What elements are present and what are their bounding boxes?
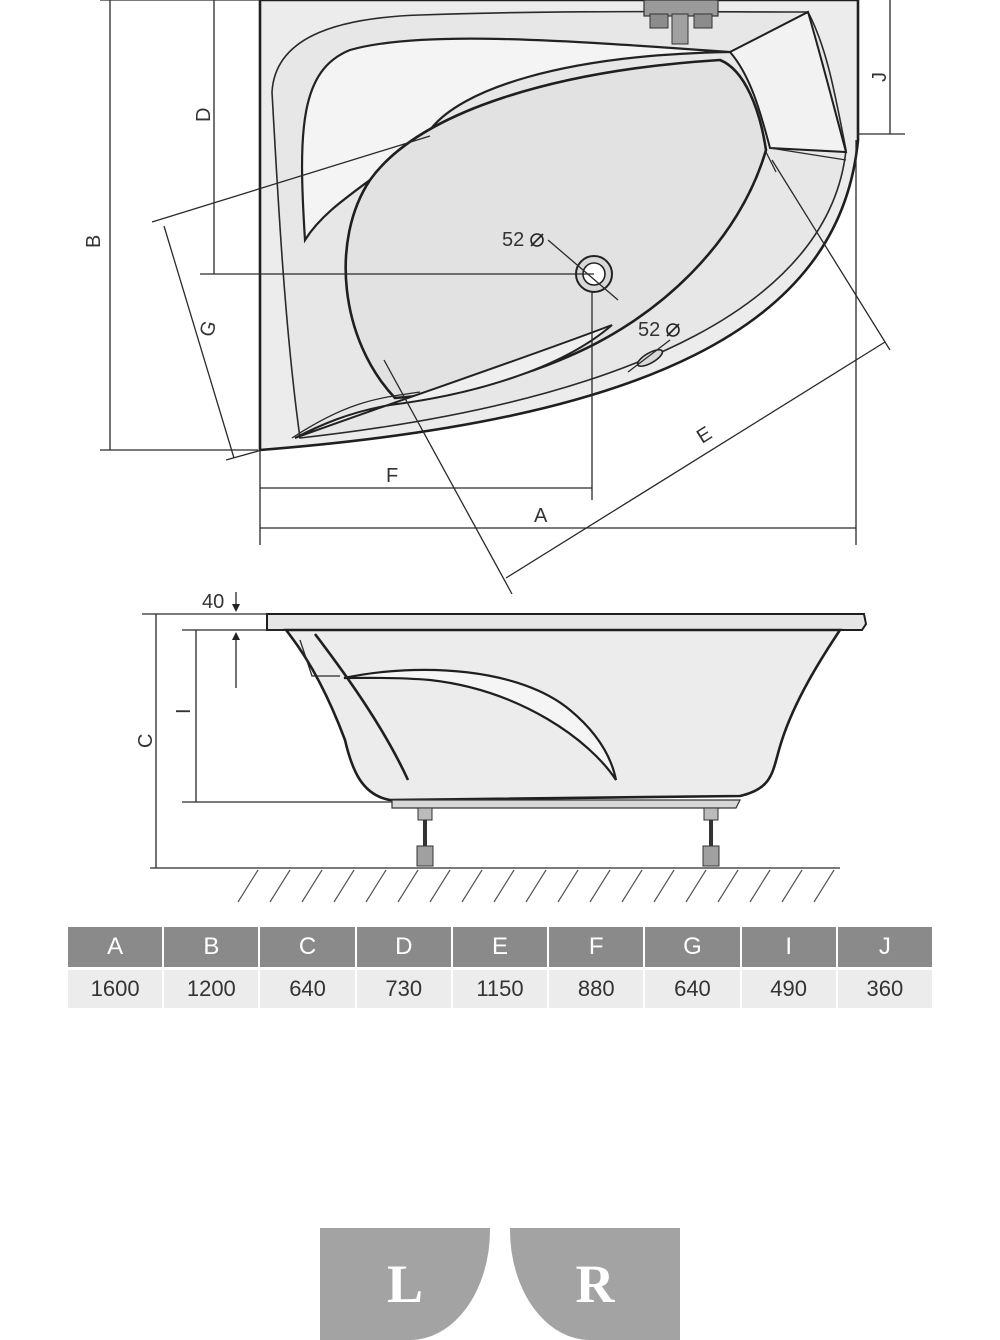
label-f: F (386, 465, 399, 487)
floor-hatching (150, 868, 840, 902)
label-a: A (534, 505, 548, 527)
header-e: E (453, 927, 547, 967)
rim-thickness-label: 40 (202, 591, 225, 613)
dimension-b (100, 0, 260, 450)
header-f: F (549, 927, 643, 967)
dimension-c (142, 614, 268, 868)
side-view (135, 591, 866, 902)
header-a: A (68, 927, 162, 967)
value-c: 640 (260, 970, 354, 1008)
value-d: 730 (357, 970, 451, 1008)
label-d: D (193, 107, 215, 122)
overflow-callout: 52 (638, 319, 661, 341)
leg-right (703, 808, 719, 866)
header-b: B (164, 927, 258, 967)
orientation-selector (320, 1228, 680, 1340)
orientation-left-button[interactable]: L (320, 1228, 490, 1340)
dimensions-table (68, 927, 932, 1008)
top-view (83, 0, 905, 594)
header-c: C (260, 927, 354, 967)
value-a: 1600 (68, 970, 162, 1008)
leg-left (417, 808, 433, 866)
value-e: 1150 (453, 970, 547, 1008)
dimension-j (858, 0, 905, 134)
label-i: I (173, 708, 195, 714)
orientation-right-button[interactable]: R (510, 1228, 680, 1340)
header-d: D (357, 927, 451, 967)
value-f: 880 (549, 970, 643, 1008)
value-j: 360 (838, 970, 932, 1008)
label-g: G (195, 318, 222, 340)
label-c: C (135, 733, 157, 748)
value-b: 1200 (164, 970, 258, 1008)
label-b: B (83, 234, 105, 248)
header-g: G (645, 927, 739, 967)
label-j: J (869, 72, 891, 82)
dimension-rim (232, 592, 240, 688)
header-j: J (838, 927, 932, 967)
header-i: I (742, 927, 836, 967)
drain-callout: 52 (502, 229, 525, 251)
label-e: E (692, 422, 716, 449)
value-i: 490 (742, 970, 836, 1008)
bathtub-rim-side (267, 614, 866, 630)
bathtub-base (392, 800, 740, 808)
value-g: 640 (645, 970, 739, 1008)
